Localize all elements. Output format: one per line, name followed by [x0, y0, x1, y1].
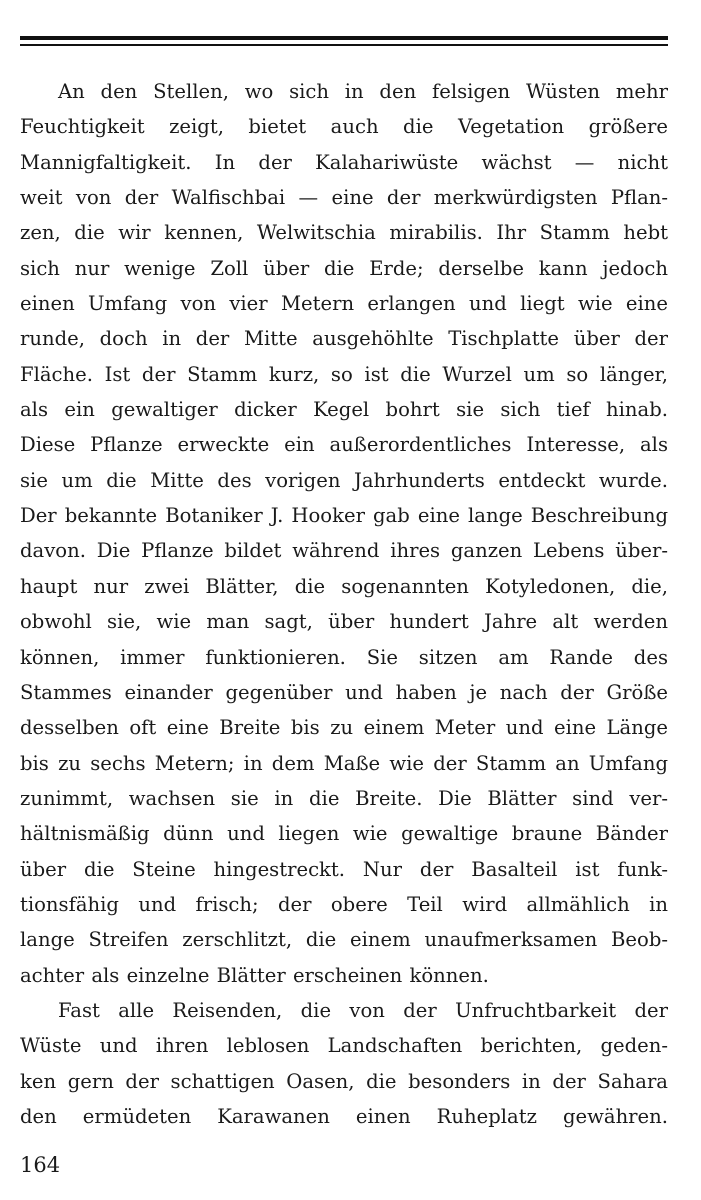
header-rule-thin [20, 44, 668, 46]
text-line: runde, doch in der Mitte ausgehöhlte Tischplatte über der [20, 327, 668, 351]
text-line: sie um die Mitte des vorigen Jahrhunderts entdeckt wurde. [20, 468, 668, 492]
text-line: ken gern der schattigen Oasen, die besonders in der Sahara [20, 1069, 668, 1093]
text-line: Fläche. Ist der Stamm kurz, so ist die Wurzel um so länger, [20, 362, 668, 386]
text-line: Fast alle Reisenden, die von der Unfruchtbarkeit der [58, 998, 668, 1022]
text-line: Wüste und ihren leblosen Landschaften berichten, geden- [20, 1034, 668, 1058]
text-line: können, immer funktionieren. Sie sitzen am Rande des [20, 645, 668, 669]
text-line: bis zu sechs Metern; in dem Maße wie der Stamm an Umfang [20, 751, 668, 775]
text-line: Stammes einander gegenüber und haben je nach der Größe [20, 680, 668, 704]
body-text [20, 74, 668, 1134]
text-line: desselben oft eine Breite bis zu einem Meter und eine Länge [20, 716, 668, 740]
text-line: davon. Die Pflanze bildet während ihres ganzen Lebens über- [20, 539, 668, 563]
text-line: weit von der Walfischbai — eine der merkwürdigsten Pflan- [20, 186, 668, 210]
text-line: obwohl sie, wie man sagt, über hundert Jahre alt werden [20, 610, 668, 634]
text-line: über die Steine hingestreckt. Nur der Basalteil ist funk- [20, 857, 668, 881]
page-number: 164 [20, 1153, 61, 1177]
header-rule-thick [20, 36, 668, 40]
text-line: haupt nur zwei Blätter, die sogenannten Kotyledonen, die, [20, 574, 668, 598]
text-line: einen Umfang von vier Metern erlangen und liegt wie eine [20, 292, 668, 316]
text-line: lange Streifen zerschlitzt, die einem unaufmerksamen Beob- [20, 928, 668, 952]
text-line: als ein gewaltiger dicker Kegel bohrt sie sich tief hinab. [20, 398, 668, 422]
text-line: Diese Pflanze erweckte ein außerordentliches Interesse, als [20, 433, 668, 457]
text-line: sich nur wenige Zoll über die Erde; derselbe kann jedoch [20, 256, 668, 280]
text-line: Der bekannte Botaniker J. Hooker gab eine lange Beschreibung [20, 504, 668, 528]
text-line: An den Stellen, wo sich in den felsigen Wüsten mehr [58, 80, 668, 103]
text-line: zunimmt, wachsen sie in die Breite. Die Blätter sind ver- [20, 786, 668, 810]
text-line: tionsfähig und frisch; der obere Teil wird allmählich in [20, 892, 668, 916]
text-line: achter als einzelne Blätter erscheinen können. [20, 963, 489, 987]
text-line: hältnismäßig dünn und liegen wie gewaltige braune Bänder [20, 822, 668, 846]
text-line: den ermüdeten Karawanen einen Ruheplatz gewähren. [20, 1104, 668, 1128]
text-line: Feuchtigkeit zeigt, bietet auch die Vegetation größere [20, 115, 668, 139]
text-line: Mannigfaltigkeit. In der Kalahariwüste wächst — nicht [20, 150, 668, 174]
text-line: zen, die wir kennen, Welwitschia mirabilis. Ihr Stamm hebt [20, 221, 668, 245]
